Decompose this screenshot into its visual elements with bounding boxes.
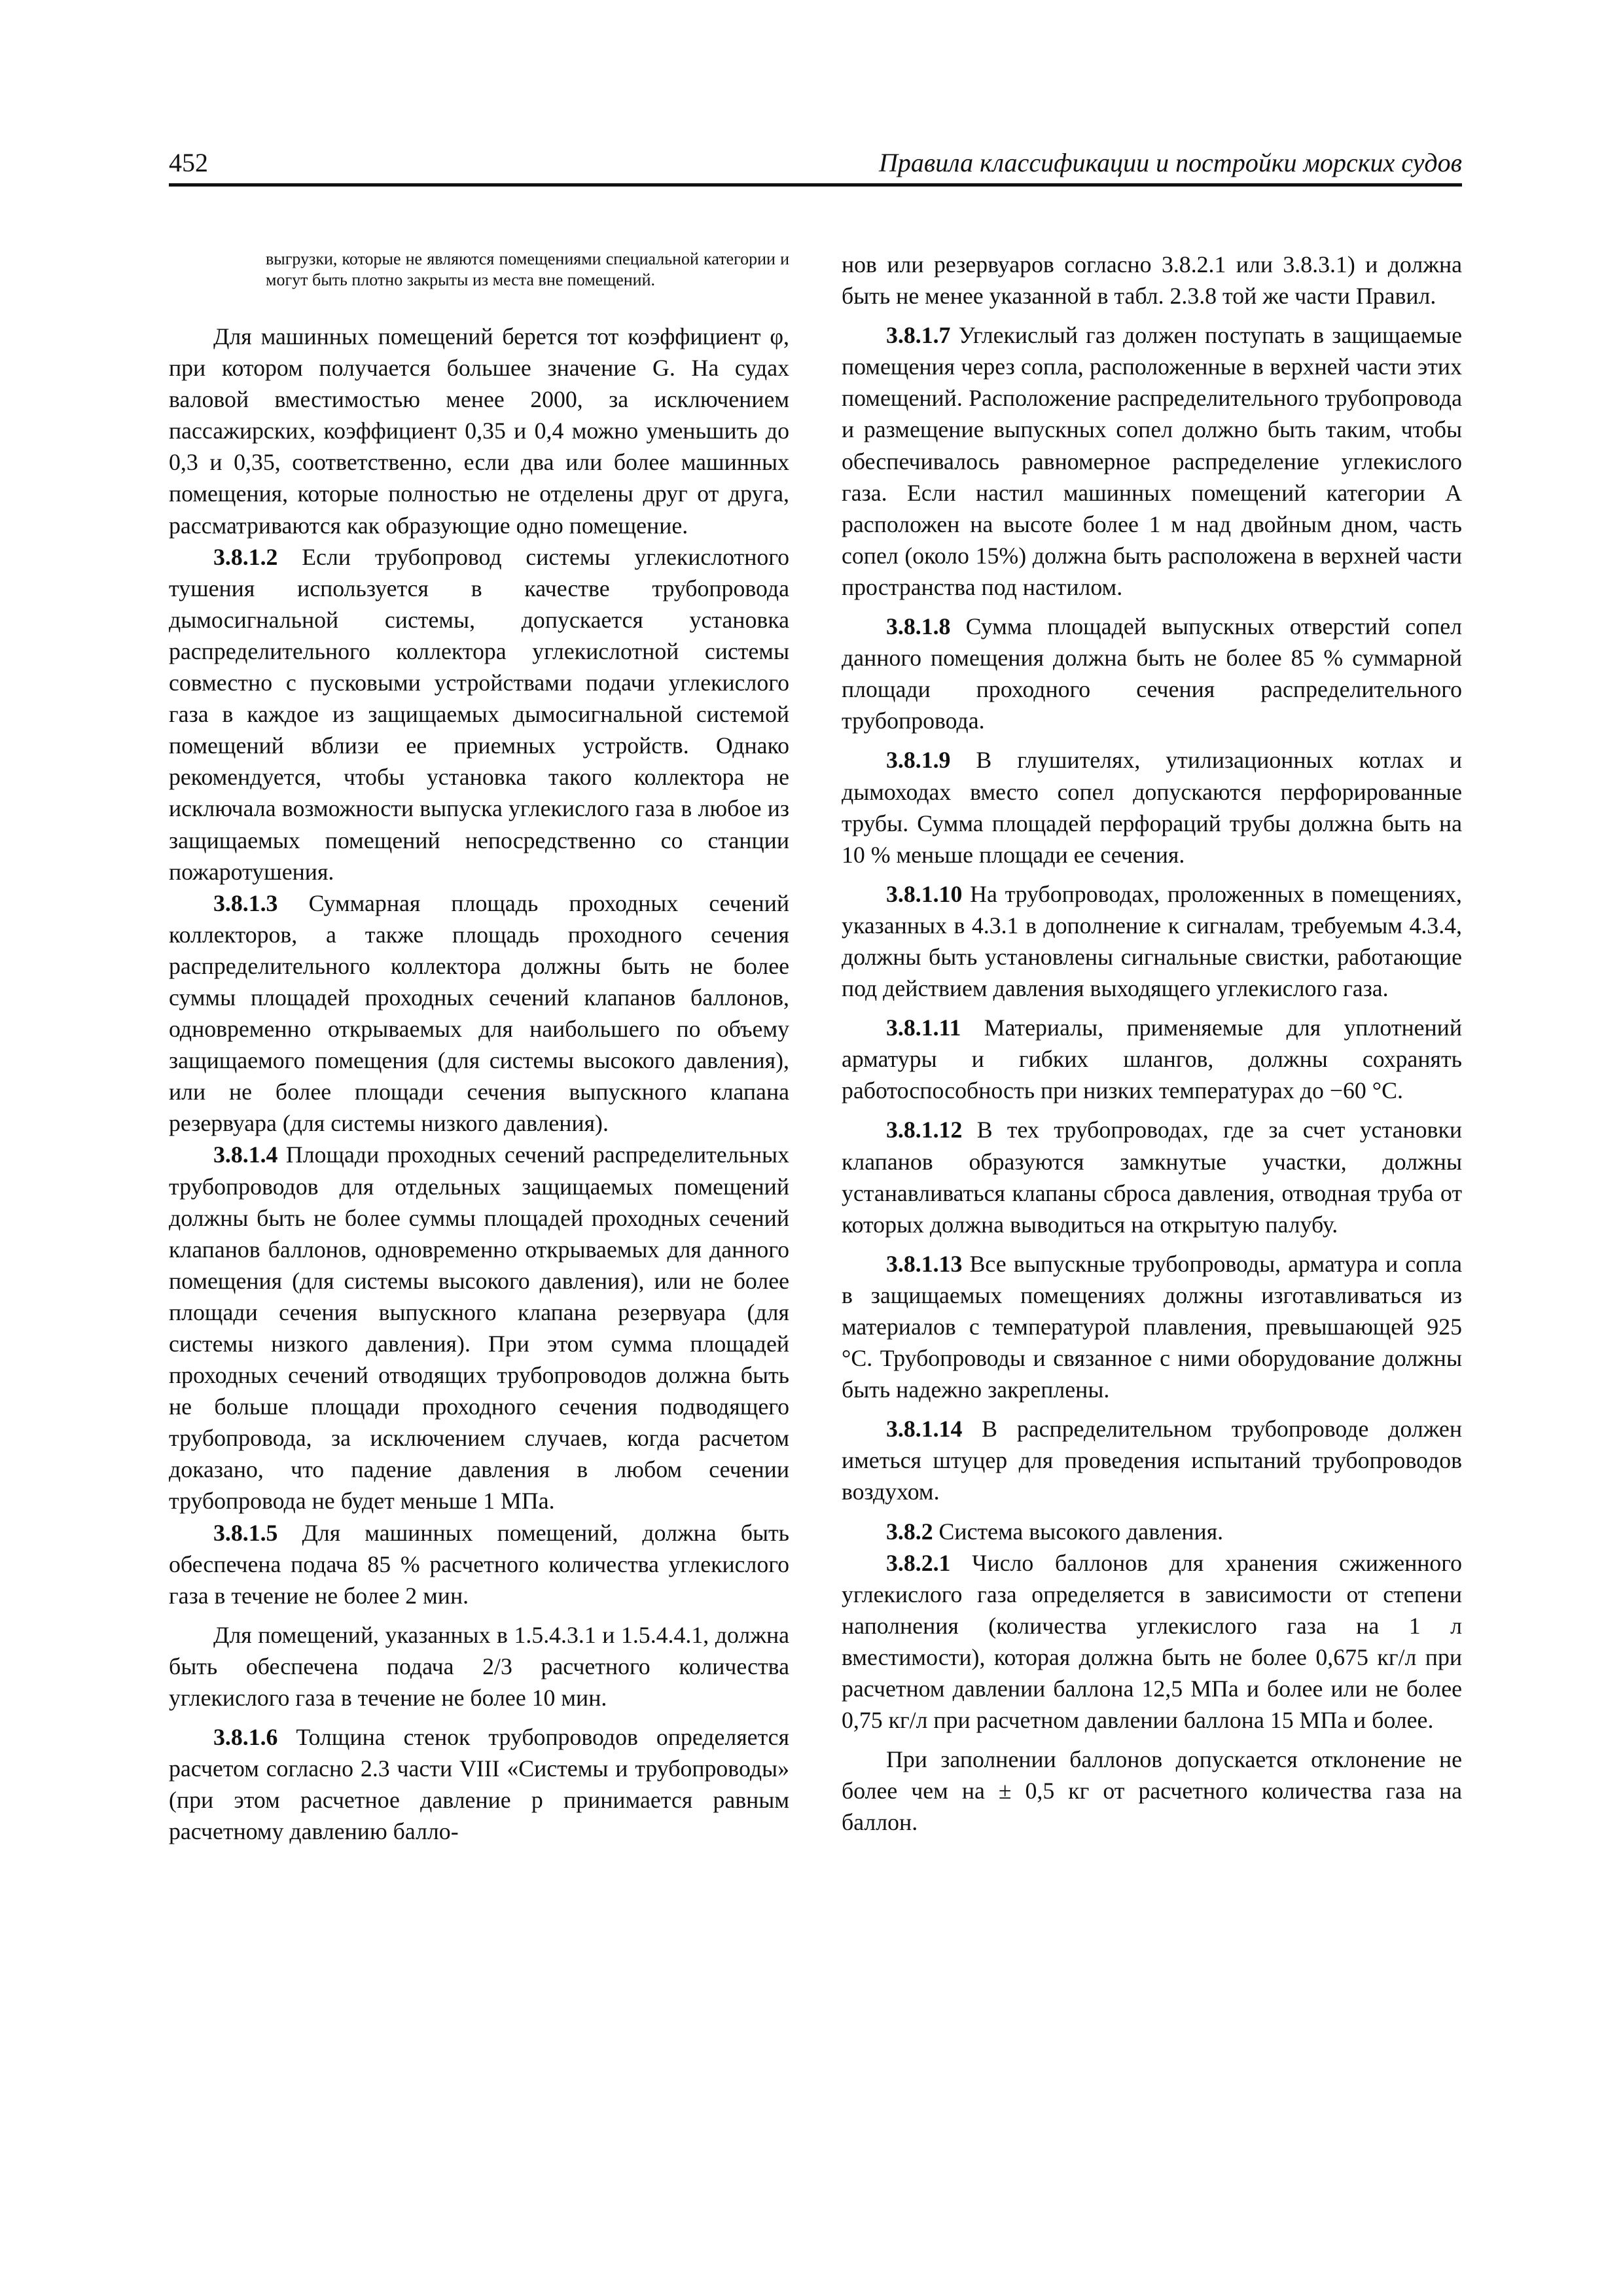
right-column <box>842 249 1462 1839</box>
section-text: В глушителях, утилизационных котлах и дымоходах вместо сопел допускаются перфорированные трубы. Сумма площадей перфораций трубы должна быть на 10 % меньше площади ее сечения. <box>842 747 1462 868</box>
section-title: Система высокого давления. <box>938 1518 1224 1545</box>
section-3-8-1-11 <box>842 1012 1462 1106</box>
section-text: Все выпускные трубопроводы, арматура и сопла в защищаемых помещениях должны изготавливаться из материалов с температурой плавления, превышающей 925 °С. Трубопроводы и связанное с ними оборудование должны быть надежно закреплены. <box>842 1250 1462 1403</box>
section-number: 3.8.1.6 <box>213 1724 278 1751</box>
section-3-8-1-7 <box>842 319 1462 603</box>
section-text: В тех трубопроводах, где за счет установки клапанов образуются замкнутые участки, должны устанавливаться клапаны сброса давления, отводная труба от которых должна выводиться на открытую палубу. <box>842 1117 1462 1238</box>
section-number: 3.8.2.1 <box>886 1549 951 1576</box>
section-text: Для машинных помещений, должна быть обеспечена подача 85 % расчетного количества углекислого газа в течение не более 2 мин. <box>169 1519 789 1609</box>
section-text: Площади проходных сечений распределительных трубопроводов для отдельных защищаемых помещений должны быть не более суммы площадей проходных сечений клапанов баллонов, одновременно открываемых для данного помещения (для системы высокого давления), или не более площади сечения выпускного клапана резервуара (для системы низкого давления). При этом сумма площадей проходных сечений отводящих трубопроводов должна быть не больше площади проходного сечения подводящего трубопровода, за исключением случаев, когда расчетом доказано, что падение давления в любом сечении трубопровода не будет меньше 1 МПа. <box>169 1141 789 1515</box>
section-text: Сумма площадей выпускных отверстий сопел данного помещения должна быть не более 85 % суммарной площади проходного сечения распределительного трубопровода. <box>842 613 1462 734</box>
left-column <box>169 249 789 1848</box>
paragraph-machinery-coefficient: Для машинных помещений берется тот коэффициент φ, при котором получается большее значение G. На судах валовой вместимостью менее 2000, за исключением пассажирских, коэффициент 0,35 и 0,4 можно уменьшить до 0,3 и 0,35, соответственно, если два или более машинных помещения, которые полностью не отделены друг от друга, рассматриваются как образующие одно помещение. <box>169 323 789 539</box>
footnote-continuation: выгрузки, которые не являются помещениями специальной категории и могут быть плотно закрыты из места вне помещений. <box>266 249 789 289</box>
section-3-8-1-13 <box>842 1248 1462 1405</box>
section-number: 3.8.1.9 <box>886 747 951 774</box>
section-number: 3.8.1.2 <box>213 543 278 570</box>
section-3-8-1-2 <box>169 541 789 888</box>
section-text: Углекислый газ должен поступать в защищаемые помещения через сопла, расположенные в верхней части этих помещений. Расположение распределительного трубопровода и размещение выпускных сопел должно быть таким, чтобы обеспечивалось равномерное распределение углекислого газа. Если настил машинных помещений категории А расположен на высоте более 1 м над двойным дном, часть сопел (около 15%) должна быть расположена в верхней части пространства под настилом. <box>842 322 1462 600</box>
section-3-8-1-9 <box>842 744 1462 870</box>
section-3-8-1-10 <box>842 878 1462 1004</box>
section-text: В распределительном трубопроводе должен иметься штуцер для проведения испытаний трубопроводов воздухом. <box>842 1416 1462 1505</box>
section-number: 3.8.1.12 <box>886 1117 963 1143</box>
section-3-8-1-12 <box>842 1114 1462 1240</box>
section-number: 3.8.1.10 <box>886 880 963 907</box>
section-number: 3.8.1.4 <box>213 1141 278 1168</box>
section-number: 3.8.1.3 <box>213 889 278 916</box>
section-3-8-1-8 <box>842 611 1462 736</box>
section-3-8-2-1 <box>842 1547 1462 1736</box>
section-number: 3.8.1.8 <box>886 613 951 640</box>
section-3-8-1-3 <box>169 888 789 1139</box>
section-number: 3.8.2 <box>886 1518 933 1545</box>
page-header <box>169 143 1462 187</box>
section-number: 3.8.1.13 <box>886 1250 963 1277</box>
section-3-8-1-6 <box>169 1721 789 1847</box>
paragraph-continuation: нов или резервуаров согласно 3.8.2.1 или 3.8.3.1) и должна быть не менее указанной в табл. 2.3.8 той же части Правил. <box>842 251 1462 310</box>
section-number: 3.8.1.11 <box>886 1014 961 1041</box>
running-title: Правила классификации и постройки морских судов <box>878 148 1462 177</box>
section-text: Толщина стенок трубопроводов определяется расчетом согласно 2.3 части VIII «Системы и трубопроводы» (при этом расчетное давление p принимается равным расчетному давлению балло- <box>169 1724 789 1845</box>
section-3-8-1-4 <box>169 1139 789 1516</box>
page-number: 452 <box>169 148 208 177</box>
section-number: 3.8.1.5 <box>213 1519 278 1546</box>
section-text: Суммарная площадь проходных сечений коллекторов, а также площадь проходного сечения распределительного коллектора должны быть не более суммы площадей проходных сечений клапанов баллонов, одновременно открываемых для наибольшего по объему защищаемого помещения (для системы высокого давления), или не более площади сечения выпускного клапана резервуара (для системы низкого давления). <box>169 889 790 1137</box>
paragraph-filling-deviation: При заполнении баллонов допускается отклонение не более чем на ± 0,5 кг от расчетного количества газа на баллон. <box>842 1746 1462 1836</box>
section-text: Если трубопровод системы углекислотного тушения используется в качестве трубопровода дымосигнальной системы, допускается установка распределительного коллектора углекислотной системы совместно с пусковыми устройствами подачи углекислого газа в каждое из защищаемых дымосигнальной системой помещений вблизи ее приемных устройств. Однако рекомендуется, чтобы установка такого коллектора не исключала возможности выпуска углекислого газа в любое из защищаемых помещений непосредственно со станции пожаротушения. <box>169 543 789 885</box>
section-3-8-2-heading <box>842 1516 1462 1547</box>
section-text: Материалы, применяемые для уплотнений арматуры и гибких шлангов, должны сохранять работоспособность при низких температурах до −60 °С. <box>842 1014 1463 1104</box>
section-3-8-1-5 <box>169 1517 789 1611</box>
paragraph-rooms-supply: Для помещений, указанных в 1.5.4.3.1 и 1.5.4.4.1, должна быть обеспечена подача 2/3 расчетного количества углекислого газа в течение не более 10 мин. <box>169 1621 789 1712</box>
section-number: 3.8.1.14 <box>886 1416 963 1443</box>
section-number: 3.8.1.7 <box>886 322 951 349</box>
section-text: На трубопроводах, проложенных в помещениях, указанных в 4.3.1 в дополнение к сигналам, требуемым 4.3.4, должны быть установлены сигнальные свистки, работающие под действием давления выходящего углекислого газа. <box>842 880 1463 1002</box>
section-text: Число баллонов для хранения сжиженного углекислого газа определяется в зависимости от степени наполнения (количества углекислого газа на 1 л вместимости), которая должна быть не более 0,675 кг/л при расчетном давлении баллона 12,5 МПа и более или не более 0,75 кг/л при расчетном давлении баллона 15 МПа и более. <box>842 1549 1462 1734</box>
section-3-8-1-14 <box>842 1413 1462 1507</box>
